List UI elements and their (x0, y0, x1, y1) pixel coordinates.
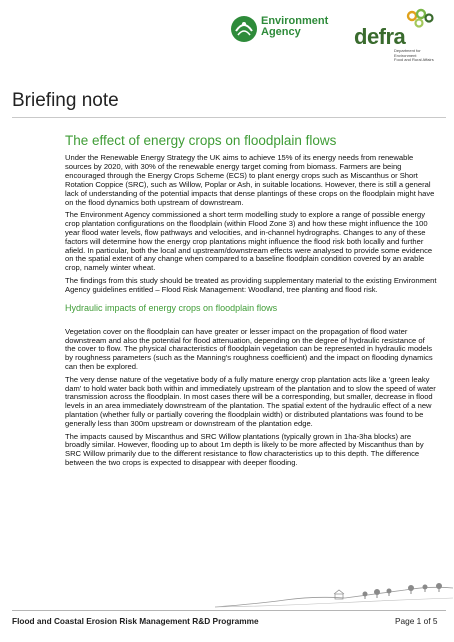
footer-divider (12, 610, 446, 611)
landscape-footer-illustration (215, 580, 453, 608)
section-paragraph-2: The very dense nature of the vegetative body of a fully mature energy crop plantation acts like a 'green leaky dam' to hold water back both within and immediately upstream of the plantation and to slow the speed of water transmission across the floodplain. In most cases there will be a corresponding, but smaller, decrease in flood levels in an area immediately downstream of the plantation. The spatial extent of the hydraulic effect of a new plantation (whether fully or partially covering the floodplain width) or distributed plantations was found to be generally less than 300m upstream or downstream of the plantation edge. (65, 374, 436, 429)
environment-agency-wordmark (261, 16, 328, 38)
ea-wordmark-line2: Agency (261, 26, 301, 38)
footer-page-number: Page 1 of 5 (395, 616, 438, 626)
environment-agency-emblem-icon (230, 15, 258, 43)
document-body (65, 154, 437, 472)
ea-wordmark-line1: Environment (261, 15, 329, 27)
document-title: The effect of energy crops on floodplain flows (65, 133, 337, 148)
defra-wordmark: defra (354, 24, 406, 49)
defra-sub-line1: Department for Environment (394, 48, 421, 58)
header-divider (12, 117, 446, 118)
section-paragraph-1: Vegetation cover on the floodplain can have greater or lesser impact on the propagation of flood water downstream and also the potential for flood attenuation, depending on the degree of hydraulic resistance of the cover to flow. The physical characteristics of floodplain vegetation can be represented in hydraulic models by roughness parameters (such as the Manning's roughness coefficient) and the impact on flooding dynamics can then be explored. (65, 326, 433, 372)
defra-leaf-icon (404, 8, 434, 30)
intro-paragraph-2: The Environment Agency commissioned a short term modelling study to explore a range of possible energy crop plantation configurations on the floodplain (within Flood Zone 3) and how these might influence the 100 year flood water levels, flow pathways and velocities, and in-channel hydrographs. Changes to any of these factors will determine how the energy crop plantations might influence the flood risk both locally and further afield. In particular, both the local and upstream/downstream effects were analysed to provide some evidence on the spatial extent of any change when compared to a baseline floodplain condition covered by an arable crop, namely winter wheat. (65, 209, 433, 273)
defra-sub-line2: Food and Rural Affairs (394, 57, 434, 62)
defra-logo (346, 8, 438, 60)
section-heading: Hydraulic impacts of energy crops on floodplain flows (65, 302, 278, 313)
document-type-heading: Briefing note (12, 90, 119, 111)
intro-paragraph-1: Under the Renewable Energy Strategy the UK aims to achieve 15% of its energy needs from renewable sources by 2020, with 30% of the renewable energy target coming from biomass. Farmers are being encouraged through the Energy Crops Scheme (ECS) to plant energy crops such as Miscanthus or Short Rotation Coppice (SRC), such as Willow, Poplar or Ash, in suitable locations. However, there is still a general lack of understanding of the potential impacts that dense plantings of these crops on the floodplain might have on the flood dynamics both upstream of downstream. (65, 153, 435, 207)
environment-agency-logo (230, 9, 330, 51)
footer-programme-name: Flood and Coastal Erosion Risk Management R&D Programme (12, 616, 259, 626)
defra-department-text (394, 49, 438, 63)
intro-paragraph-3: The findings from this study should be treated as providing supplementary material to the existing Environment Agency guidelines entitled – Flood Risk Management: Woodland, tree planting and flood risk. (65, 275, 437, 294)
section-paragraph-3: The impacts caused by Miscanthus and SRC Willow plantations (typically grown in 1ha-3ha blocks) are broadly similar. However, flooding up to about 1m depth is likely to be more affected by Miscanthus than by SRC Willow primarily due to the different resistance to flow characteristics up to this depth. The difference between the two crops is expected to disappear with deeper flooding. (65, 431, 424, 468)
